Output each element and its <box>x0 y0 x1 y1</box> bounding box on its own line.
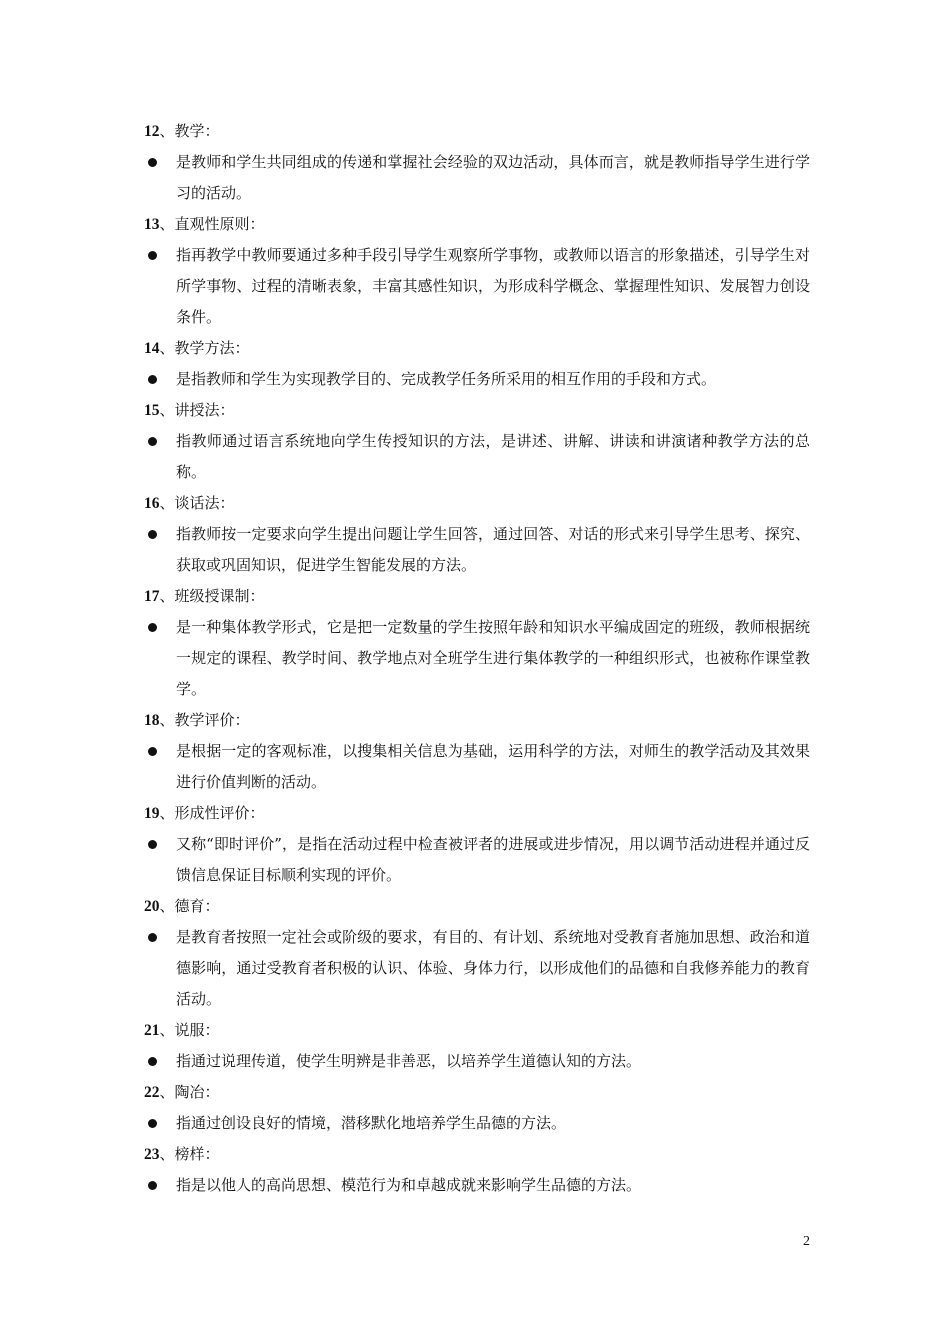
term-heading <box>144 1015 810 1046</box>
term-separator: 、 <box>159 494 175 512</box>
bullet-icon <box>148 1181 157 1190</box>
bullet-icon <box>148 1119 157 1128</box>
definition-entry <box>144 829 810 891</box>
term-number: 12 <box>144 123 160 140</box>
glossary-item <box>144 1139 810 1201</box>
bullet-icon <box>148 437 157 446</box>
term-title: 陶冶： <box>174 1083 220 1101</box>
term-number: 22 <box>144 1084 160 1101</box>
definition-text: 是教育者按照一定社会或阶级的要求，有目的、有计划、系统地对受教育者施加思想、政治和道德影响，通过受教育者积极的认识、体验、身体力行，以形成他们的品德和自我修养能力的教育活动。 <box>176 928 810 1008</box>
term-separator: 、 <box>159 897 175 915</box>
term-heading <box>144 116 810 147</box>
term-title: 教学： <box>174 122 220 140</box>
term-separator: 、 <box>159 215 175 233</box>
page-number: 2 <box>803 1234 810 1249</box>
definition-text: 是一种集体教学形式，它是把一定数量的学生按照年龄和知识水平编成固定的班级，教师根据统一规定的课程、教学时间、教学地点对全班学生进行集体教学的一种组织形式，也被称作课堂教学。 <box>176 618 810 698</box>
definition-text: 指是以他人的高尚思想、模范行为和卓越成就来影响学生品德的方法。 <box>176 1176 642 1194</box>
term-title: 榜样： <box>174 1145 220 1163</box>
bullet-icon <box>148 530 157 539</box>
definition-entry <box>144 519 810 581</box>
term-heading <box>144 1139 810 1170</box>
glossary-item <box>144 798 810 891</box>
glossary-item <box>144 581 810 705</box>
definition-entry <box>144 1108 810 1139</box>
definition-entry <box>144 147 810 209</box>
glossary-item <box>144 705 810 798</box>
term-number: 19 <box>144 805 160 822</box>
glossary-item <box>144 116 810 209</box>
term-separator: 、 <box>159 1021 175 1039</box>
definition-entry <box>144 1170 810 1201</box>
term-separator: 、 <box>159 122 175 140</box>
definition-entry <box>144 922 810 1015</box>
term-heading <box>144 488 810 519</box>
definition-text: 指教师按一定要求向学生提出问题让学生回答，通过回答、对话的形式来引导学生思考、探究、获取或巩固知识，促进学生智能发展的方法。 <box>176 525 810 574</box>
term-separator: 、 <box>159 587 175 605</box>
term-title: 说服： <box>174 1021 220 1039</box>
glossary-item <box>144 1077 810 1139</box>
term-separator: 、 <box>159 339 175 357</box>
bullet-icon <box>148 251 157 260</box>
term-separator: 、 <box>159 1083 175 1101</box>
bullet-icon <box>148 375 157 384</box>
term-number: 17 <box>144 588 160 605</box>
definition-entry <box>144 240 810 333</box>
definition-entry <box>144 1046 810 1077</box>
bullet-icon <box>148 840 157 849</box>
term-title: 谈话法： <box>174 494 235 512</box>
term-number: 20 <box>144 898 160 915</box>
glossary-list <box>144 116 810 1201</box>
term-number: 14 <box>144 340 160 357</box>
definition-text: 是指教师和学生为实现教学目的、完成教学任务所采用的相互作用的手段和方式。 <box>176 370 717 388</box>
bullet-icon <box>148 158 157 167</box>
term-title: 形成性评价： <box>174 804 265 822</box>
term-number: 16 <box>144 495 160 512</box>
term-separator: 、 <box>159 711 175 729</box>
definition-text: 是根据一定的客观标准，以搜集相关信息为基础，运用科学的方法，对师生的教学活动及其效果进行价值判断的活动。 <box>176 742 810 791</box>
definition-text: 是教师和学生共同组成的传递和掌握社会经验的双边活动，具体而言，就是教师指导学生进行学习的活动。 <box>176 153 810 202</box>
definition-text: 又称“即时评价”，是指在活动过程中检查被评者的进展或进步情况，用以调节活动进程并通过反馈信息保证目标顺利实现的评价。 <box>176 835 810 884</box>
term-title: 教学方法： <box>174 339 250 357</box>
bullet-icon <box>148 933 157 942</box>
term-heading <box>144 333 810 364</box>
term-title: 直观性原则： <box>174 215 265 233</box>
term-heading <box>144 395 810 426</box>
glossary-item <box>144 1015 810 1077</box>
glossary-item <box>144 333 810 395</box>
definition-entry <box>144 364 810 395</box>
bullet-icon <box>148 747 157 756</box>
bullet-icon <box>148 1057 157 1066</box>
definition-entry <box>144 736 810 798</box>
term-number: 15 <box>144 402 160 419</box>
term-separator: 、 <box>159 401 175 419</box>
term-heading <box>144 798 810 829</box>
term-number: 21 <box>144 1022 160 1039</box>
bullet-icon <box>148 623 157 632</box>
glossary-item <box>144 488 810 581</box>
term-heading <box>144 705 810 736</box>
term-title: 讲授法： <box>174 401 235 419</box>
term-separator: 、 <box>159 804 175 822</box>
glossary-item <box>144 395 810 488</box>
term-heading <box>144 209 810 240</box>
term-heading <box>144 891 810 922</box>
definition-text: 指通过说理传道，使学生明辨是非善恶，以培养学生道德认知的方法。 <box>176 1052 642 1070</box>
term-number: 18 <box>144 712 160 729</box>
term-title: 教学评价： <box>174 711 250 729</box>
glossary-item <box>144 209 810 333</box>
definition-entry <box>144 426 810 488</box>
term-title: 班级授课制： <box>174 587 265 605</box>
term-heading <box>144 581 810 612</box>
term-title: 德育： <box>174 897 220 915</box>
term-number: 13 <box>144 216 160 233</box>
term-number: 23 <box>144 1146 160 1163</box>
definition-text: 指通过创设良好的情境，潜移默化地培养学生品德的方法。 <box>176 1114 567 1132</box>
definition-entry <box>144 612 810 705</box>
term-separator: 、 <box>159 1145 175 1163</box>
glossary-item <box>144 891 810 1015</box>
definition-text: 指教师通过语言系统地向学生传授知识的方法，是讲述、讲解、讲读和讲演诸种教学方法的总称。 <box>176 432 810 481</box>
term-heading <box>144 1077 810 1108</box>
definition-text: 指再教学中教师要通过多种手段引导学生观察所学事物，或教师以语言的形象描述，引导学生对所学事物、过程的清晰表象，丰富其感性知识，为形成科学概念、掌握理性知识、发展智力创设条件。 <box>176 246 810 326</box>
